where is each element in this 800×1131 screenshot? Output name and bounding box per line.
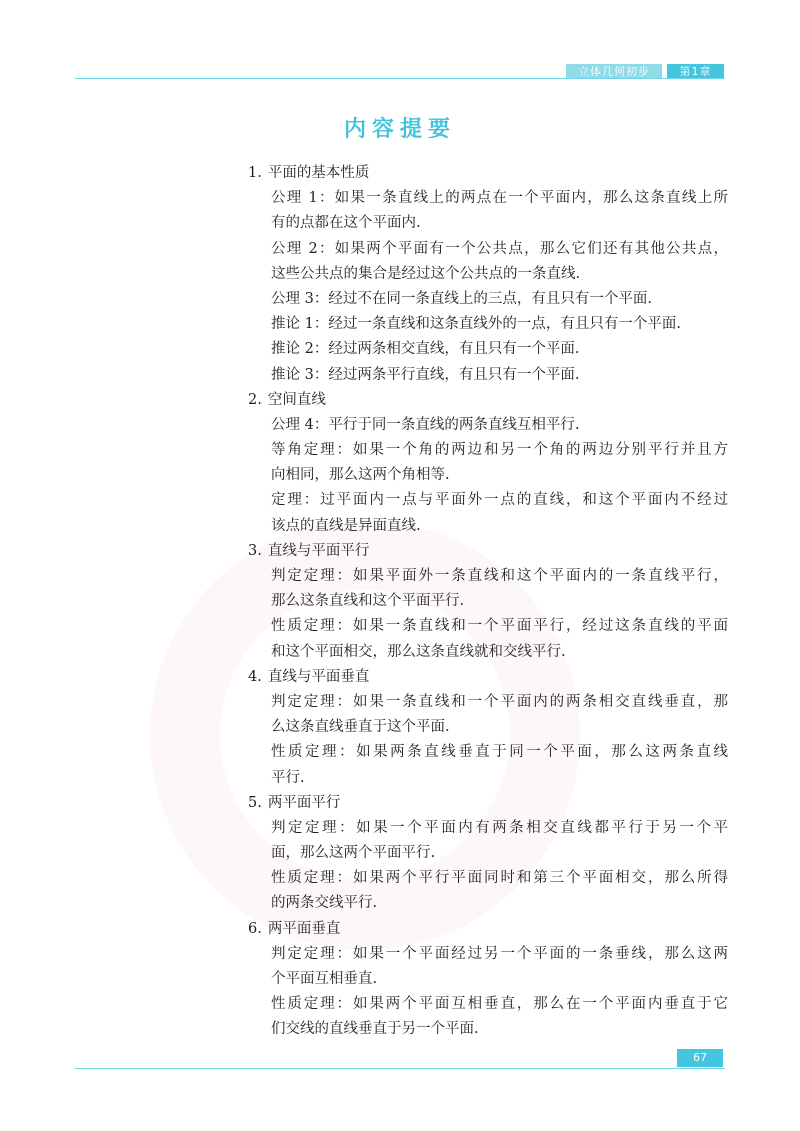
section-number: 1.: [248, 165, 262, 181]
section-text-line: 公理 1：如果一条直线上的两点在一个平面内，那么这条直线上所: [271, 190, 728, 207]
footer-rule: [75, 1068, 725, 1069]
page-number: 67: [677, 1049, 723, 1067]
section-text-line: 那么这条直线和这个平面平行.: [271, 593, 465, 610]
section-heading-text: 两平面平行: [267, 794, 341, 811]
section-text-line: 推论 1：经过一条直线和这条直线外的一点，有且只有一个平面.: [271, 316, 681, 333]
section-text-line: 这些公共点的集合是经过这个公共点的一条直线.: [271, 265, 581, 282]
section-text-line: 个平面互相垂直.: [271, 971, 378, 987]
section-heading-text: 平面的基本性质: [267, 165, 370, 181]
section-text-line: 判定定理：如果平面外一条直线和这个平面内的一条直线平行，: [271, 568, 728, 584]
section-text-line: 性质定理：如果两个平行平面同时和第三个平面相交，那么所得: [271, 870, 728, 887]
section-text-line: 么这条直线垂直于这个平面.: [271, 719, 450, 736]
section-text-line: 性质定理：如果一条直线和一个平面平行，经过这条直线的平面: [271, 618, 728, 635]
running-header-chapter: 第1章: [667, 64, 724, 79]
section-heading-text: 两平面垂直: [267, 920, 341, 937]
header-rule: [75, 78, 725, 79]
section-text-line: 性质定理：如果两条直线垂直于同一个平面，那么这两条直线: [271, 744, 728, 761]
running-header-book: 立体几何初步: [566, 64, 662, 79]
section-number: 3.: [248, 542, 262, 559]
section-text-line: 定理：过平面内一点与平面外一点的直线，和这个平面内不经过: [271, 492, 728, 509]
section-text-line: 判定定理：如果一个平面内有两条相交直线都平行于另一个平: [271, 819, 728, 836]
section-heading: [248, 161, 728, 186]
section-text-line: 推论 3：经过两条平行直线，有且只有一个平面.: [271, 366, 580, 383]
section-heading-text: 直线与平面平行: [267, 542, 370, 559]
section-number: 2.: [248, 391, 262, 408]
section-text-line: 向相同，那么这两个角相等.: [271, 467, 450, 484]
section-text-line: 公理 4：平行于同一条直线的两条直线互相平行.: [271, 416, 580, 433]
section-heading: [248, 791, 728, 816]
section-text-line: 的两条交线平行.: [271, 895, 378, 912]
section-text-line: 和这个平面相交，那么这条直线就和交线平行.: [271, 643, 566, 660]
section-text-line: 等角定理：如果一个角的两边和另一个角的两边分别平行并且方: [271, 442, 728, 459]
page-title: 内容提要: [343, 117, 456, 142]
section-number: 6.: [248, 920, 262, 937]
section-text-line: 公理 2：如果两个平面有一个公共点，那么它们还有其他公共点，: [271, 240, 728, 257]
section-number: 5.: [248, 794, 262, 811]
section-heading: [248, 539, 728, 564]
section-number: 4.: [248, 668, 262, 685]
section-text-line: 推论 2：经过两条相交直线，有且只有一个平面.: [271, 341, 580, 358]
section-text-line: 该点的直线是异面直线.: [271, 517, 421, 534]
section-text-line: 判定定理：如果一条直线和一个平面内的两条相交直线垂直，那: [271, 693, 728, 710]
section-text-line: 公理 3：经过不在同一条直线上的三点，有且只有一个平面.: [271, 290, 652, 307]
section-heading: [248, 917, 728, 942]
section-text-line: 性质定理：如果两个平面互相垂直，那么在一个平面内垂直于它: [271, 996, 728, 1013]
section-text-line: 判定定理：如果一个平面经过另一个平面的一条垂线，那么这两: [271, 945, 728, 962]
section-heading-text: 空间直线: [267, 391, 326, 408]
section-text-line: 们交线的直线垂直于另一个平面.: [271, 1021, 479, 1038]
section-heading: [248, 388, 728, 413]
section-text-line: 面，那么这两个平面平行.: [271, 845, 436, 862]
section-text-line: 平行.: [271, 769, 305, 786]
section-text-line: 有的点都在这个平面内.: [271, 215, 421, 232]
summary-content: [248, 161, 728, 1043]
section-heading: [248, 665, 728, 690]
section-heading-text: 直线与平面垂直: [267, 668, 370, 685]
